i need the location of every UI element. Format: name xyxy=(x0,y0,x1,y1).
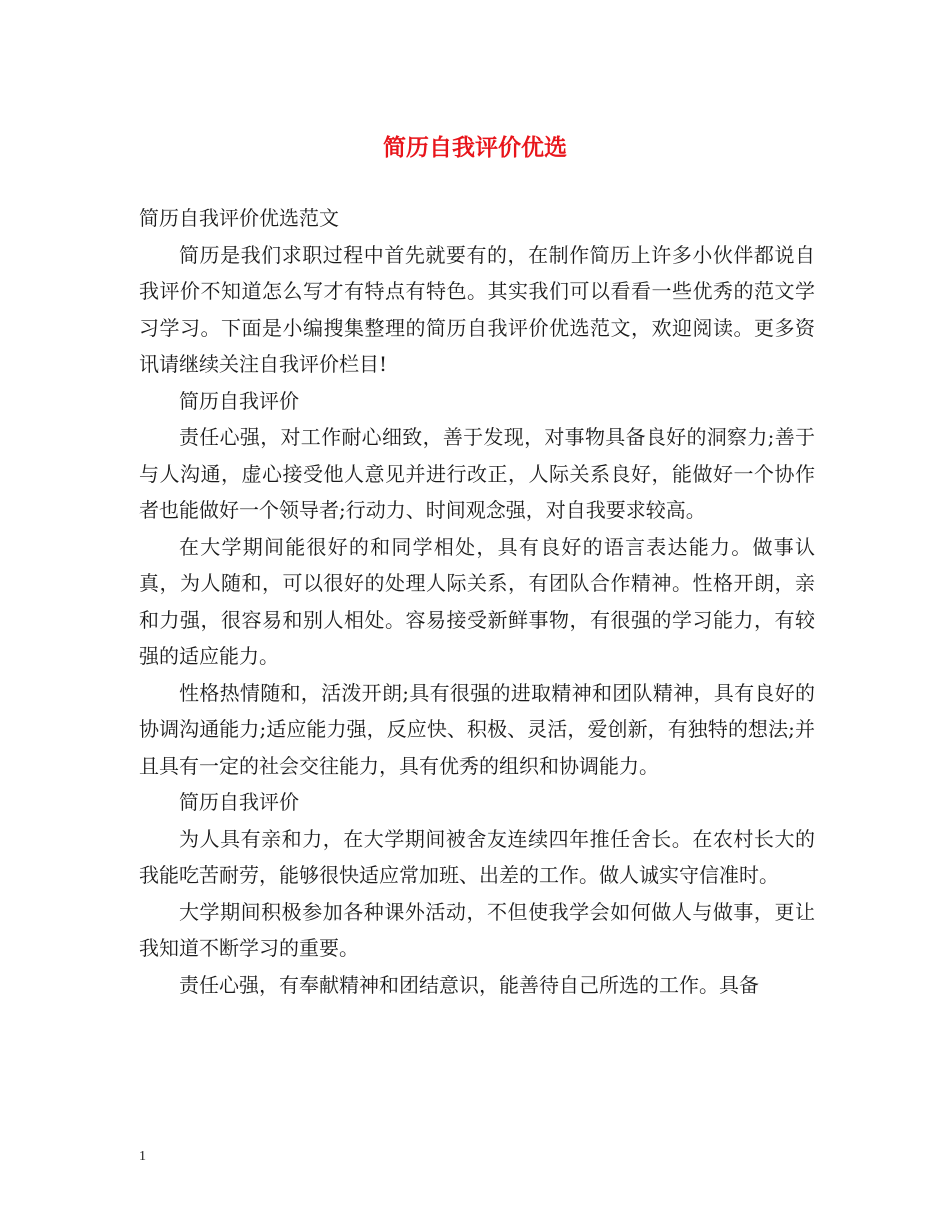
paragraph-affinity: 为人具有亲和力，在大学期间被舍友连续四年推任舍长。在农村长大的我能吃苦耐劳，能够很快适应常加班、出差的工作。做人诚实守信准时。 xyxy=(139,826,815,887)
paragraph-university: 在大学期间能很好的和同学相处，具有良好的语言表达能力。做事认真，为人随和，可以很好的处理人际关系，有团队合作精神。性格开朗，亲和力强，很容易和别人相处。容易接受新鲜事物，有很强的学习能力，有较强的适应能力。 xyxy=(139,534,815,668)
document-body xyxy=(139,200,815,1003)
paragraph-activities: 大学期间积极参加各种课外活动，不但使我学会如何做人与做事，更让我知道不断学习的重要。 xyxy=(139,899,815,960)
section-heading-1: 简历自我评价 xyxy=(179,388,299,413)
paragraph-personality: 性格热情随和，活泼开朗;具有很强的进取精神和团队精神，具有良好的协调沟通能力;适应能力强，反应快、积极、灵活，爱创新，有独特的想法;并且具有一定的社会交往能力，具有优秀的组织和协调能力。 xyxy=(139,680,815,778)
paragraph-responsibility: 责任心强，对工作耐心细致，善于发现，对事物具备良好的洞察力;善于与人沟通，虚心接受他人意见并进行改正，人际关系良好，能做好一个协作者也能做好一个领导者;行动力、时间观念强，对自我要求较高。 xyxy=(139,425,815,522)
section-heading-2: 简历自我评价 xyxy=(179,790,299,814)
page-number: 1 xyxy=(139,1149,146,1164)
paragraph-subtitle: 简历自我评价优选范文 xyxy=(139,206,339,230)
paragraph-intro: 简历是我们求职过程中首先就要有的，在制作简历上许多小伙伴都说自我评价不知道怎么写才有特点有特色。其实我们可以看看一些优秀的范文学习学习。下面是小编搜集整理的简历自我评价优选范文，欢迎阅读。更多资讯请继续关注自我评价栏目! xyxy=(139,242,815,376)
document-title: 简历自我评价优选 xyxy=(383,134,567,161)
paragraph-dedication: 责任心强，有奉献精神和团结意识，能善待自己所选的工作。具备 xyxy=(179,972,759,997)
